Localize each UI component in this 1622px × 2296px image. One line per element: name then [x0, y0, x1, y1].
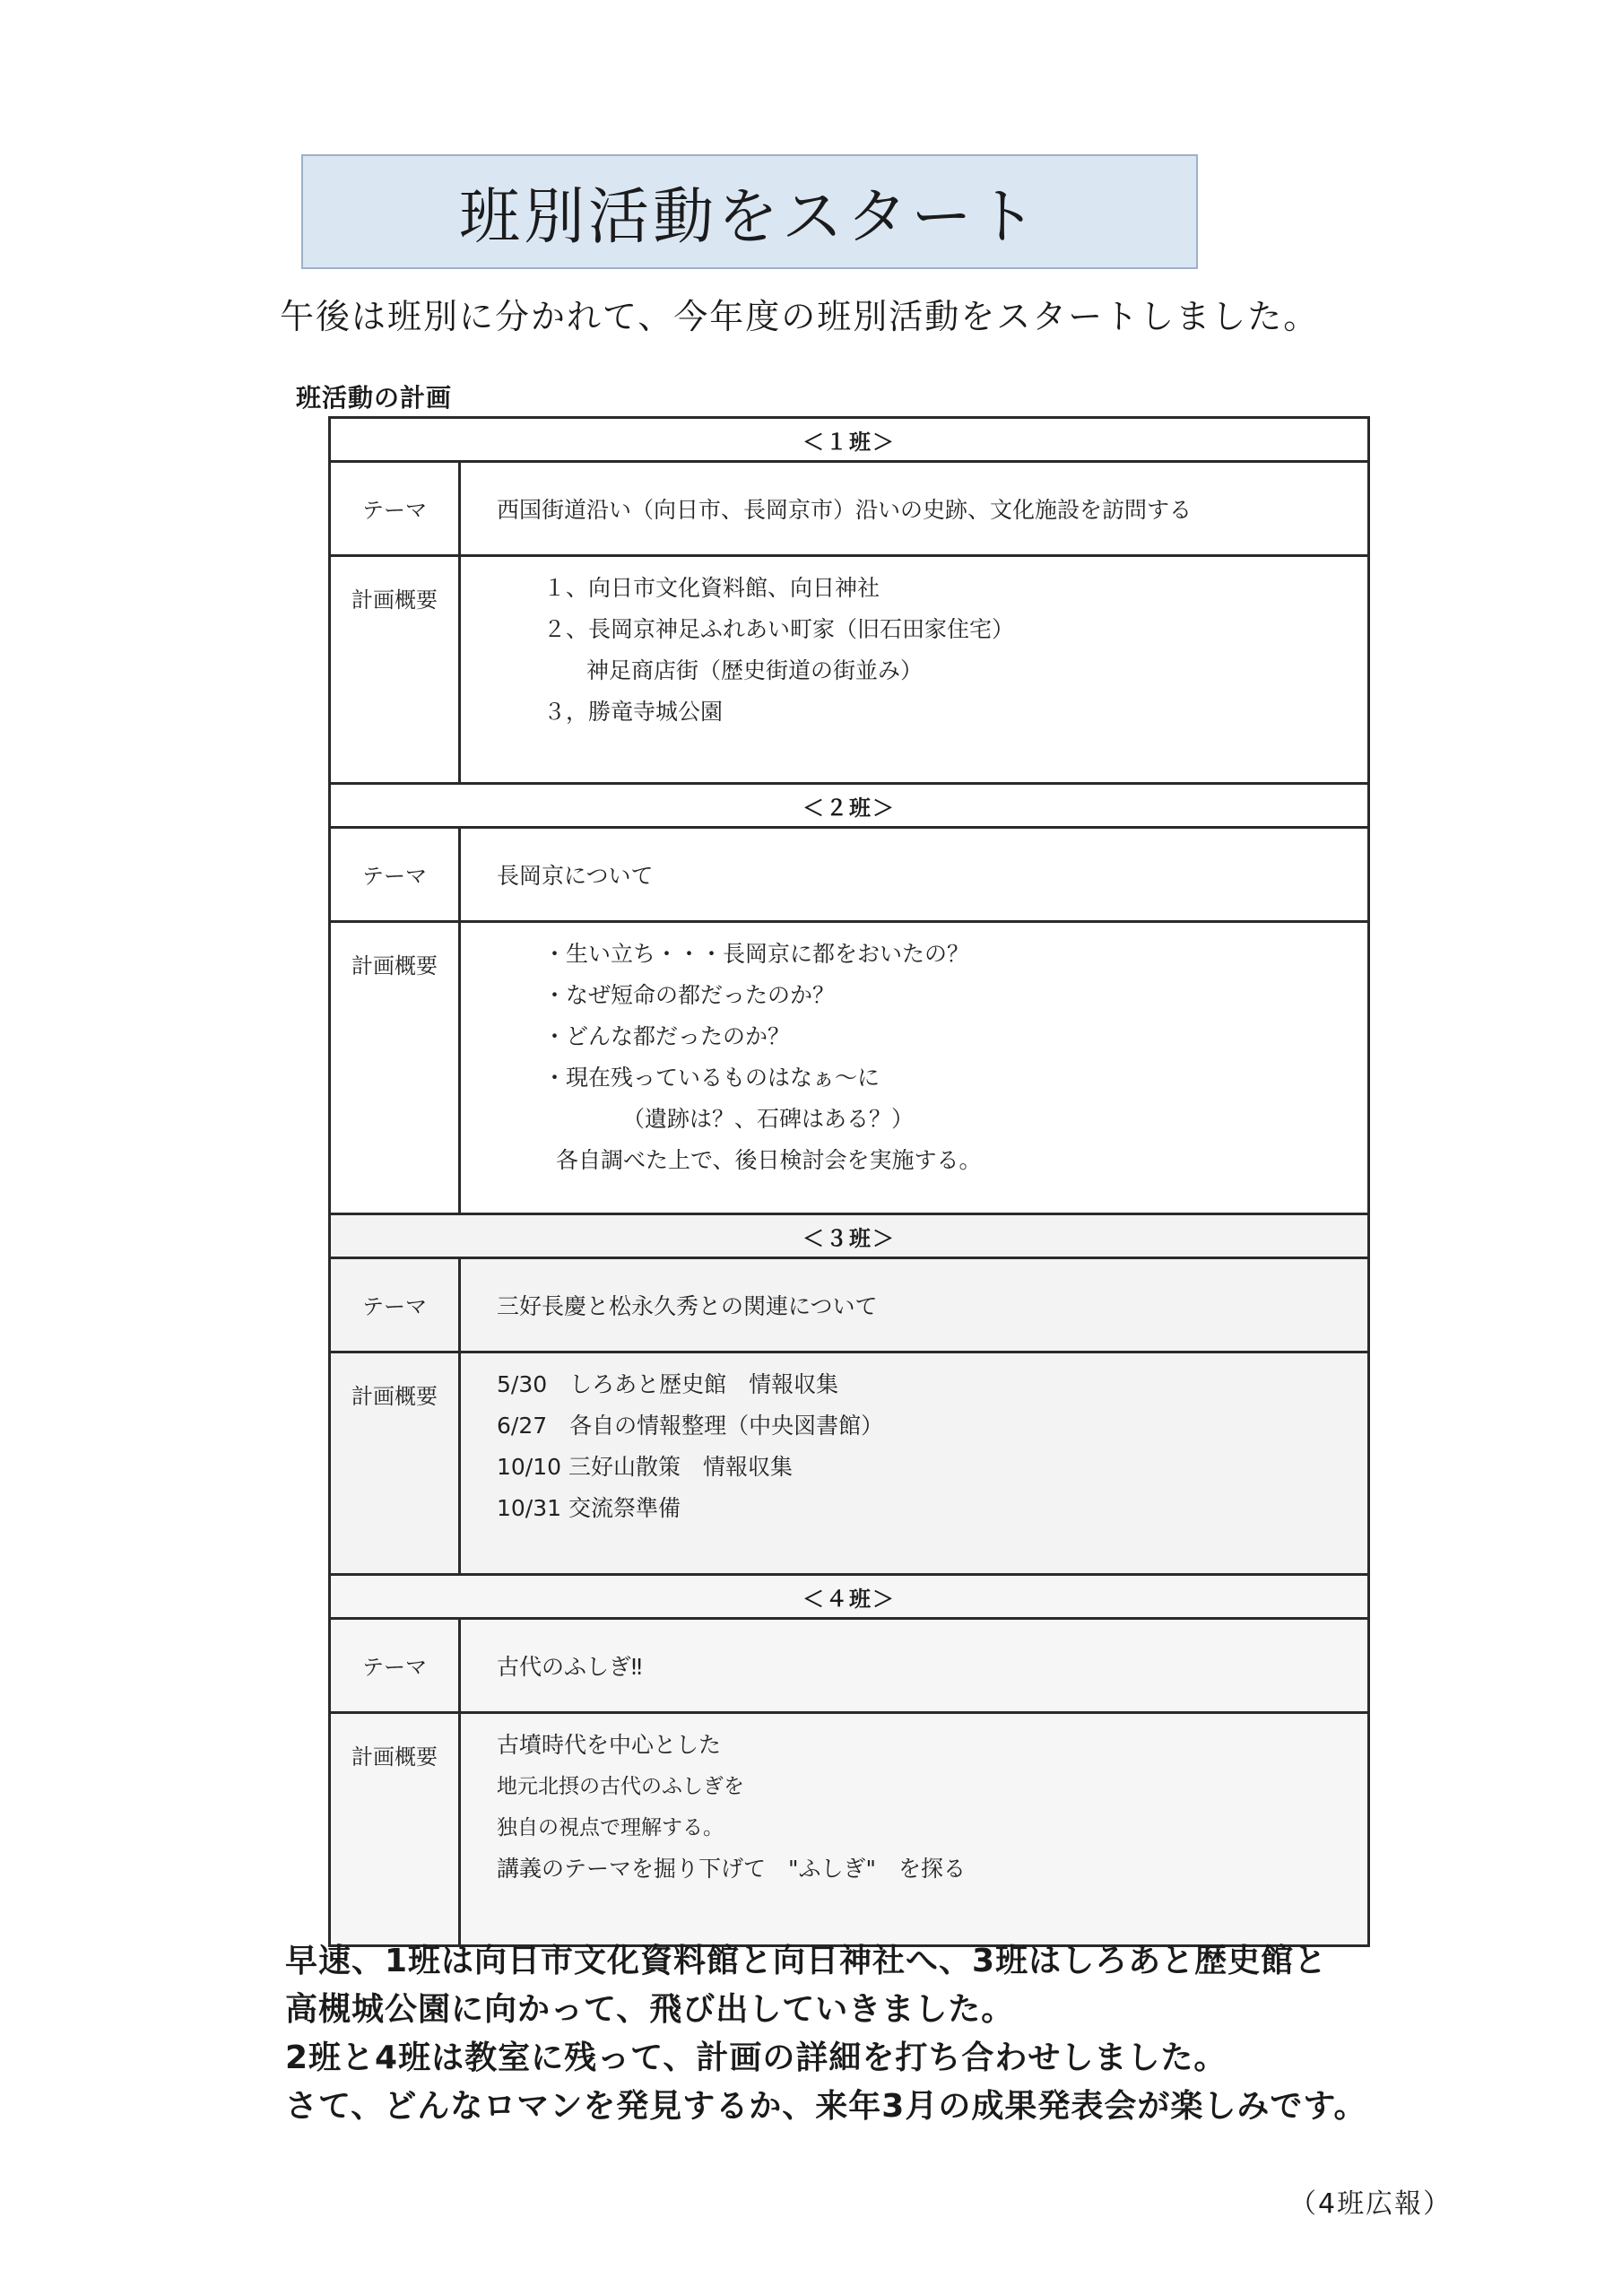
- plan-heading: 班活動の計画: [296, 383, 453, 413]
- group-4-theme: 古代のふしぎ‼: [460, 1619, 1369, 1713]
- plan-line: 神足商店街（歴史街道の街並み）: [586, 657, 924, 683]
- plan-line: 10/10 三好山散策 情報収集: [497, 1454, 793, 1480]
- plan-line: ・なぜ短命の都だったのか？: [543, 982, 836, 1008]
- group-1-theme-row: [330, 462, 1369, 556]
- group-1-theme: 西国街道沿い（向日市、長岡京市）沿いの史跡、文化施設を訪問する: [460, 462, 1369, 556]
- plan-line: ３，勝竜寺城公園: [543, 699, 724, 725]
- group-3-theme: 三好長慶と松永久秀との関連について: [460, 1258, 1369, 1352]
- group-4-theme-row: [330, 1619, 1369, 1713]
- group-1-theme-label: テーマ: [330, 462, 460, 556]
- group-2-theme: 長岡京について: [460, 828, 1369, 922]
- plan-line: 独自の視点で理解する。: [497, 1816, 724, 1839]
- group-1-header: ＜１班＞: [330, 418, 1369, 462]
- plan-line: 10/31 交流祭準備: [497, 1495, 681, 1521]
- group-3-header-row: [330, 1214, 1369, 1258]
- plan-line: 講義のテーマを掘り下げて "ふしぎ" を探る: [497, 1856, 966, 1882]
- intro-text: 午後は班別に分かれて、今年度の班別活動をスタートしました。: [280, 297, 1320, 336]
- page-title: 班別活動をスタート: [458, 181, 1040, 253]
- plan-line: 古墳時代を中心とした: [497, 1732, 722, 1758]
- plan-line: ・現在残っているものはなぁ～に: [543, 1065, 880, 1091]
- group-4-plan-row: [330, 1713, 1369, 1946]
- group-1-plan-row: [330, 556, 1369, 784]
- title-box: [301, 154, 1198, 269]
- group-3-plan: [460, 1352, 1369, 1575]
- credit: （4班広報）: [1289, 2188, 1453, 2220]
- group-3-theme-row: [330, 1258, 1369, 1352]
- plan-line: 6/27 各自の情報整理（中央図書館）: [497, 1413, 884, 1439]
- outro-line: 2班と4班は教室に残って、計画の詳細を打ち合わせしました。: [285, 2039, 1227, 2076]
- group-4-theme-label: テーマ: [330, 1619, 460, 1713]
- group-3-plan-label: 計画概要: [330, 1352, 460, 1575]
- group-4-plan: [460, 1713, 1369, 1946]
- group-2-header-row: [330, 784, 1369, 828]
- group-3-plan-row: [330, 1352, 1369, 1575]
- outro-line: 高槻城公園に向かって、飛び出していきました。: [285, 1991, 1015, 2028]
- plan-line: ・どんな都だったのか？: [543, 1023, 791, 1049]
- plan-line: 5/30 しろあと歴史館 情報収集: [497, 1371, 839, 1397]
- outro-line: 早速、1班は向日市文化資料館と向日神社へ、3班はしろあと歴史館と: [285, 1943, 1328, 1979]
- group-2-theme-label: テーマ: [330, 828, 460, 922]
- plan-line: 地元北摂の古代のふしぎを: [497, 1775, 744, 1798]
- group-4-plan-label: 計画概要: [330, 1713, 460, 1946]
- plan-scan: [321, 413, 1379, 1926]
- group-2-plan: [460, 922, 1369, 1214]
- group-4-header-row: [330, 1575, 1369, 1619]
- group-2-plan-row: [330, 922, 1369, 1214]
- group-2-theme-row: [330, 828, 1369, 922]
- group-2-plan-label: 計画概要: [330, 922, 460, 1214]
- group-1-plan: [460, 556, 1369, 784]
- plan-line: ・生い立ち・・・長岡京に都をおいたの？: [543, 941, 970, 967]
- group-3-header: ＜３班＞: [330, 1214, 1369, 1258]
- group-1-plan-label: 計画概要: [330, 556, 460, 784]
- plan-line: 各自調べた上で、後日検討会を実施する。: [556, 1147, 982, 1173]
- plan-line: （遺跡は？、石碑はある？）: [622, 1106, 915, 1132]
- outro-line: さて、どんなロマンを発見するか、来年3月の成果発表会が楽しみです。: [285, 2088, 1367, 2125]
- plan-line: １、向日市文化資料館、向日神社: [543, 575, 880, 601]
- group-1-header-row: [330, 418, 1369, 462]
- plan-line: ２、長岡京神足ふれあい町家（旧石田家住宅）: [543, 616, 1015, 642]
- group-4-header: ＜４班＞: [330, 1575, 1369, 1619]
- group-3-theme-label: テーマ: [330, 1258, 460, 1352]
- plan-table: [328, 416, 1370, 1947]
- group-2-header: ＜２班＞: [330, 784, 1369, 828]
- outro-text: [285, 1937, 1469, 2131]
